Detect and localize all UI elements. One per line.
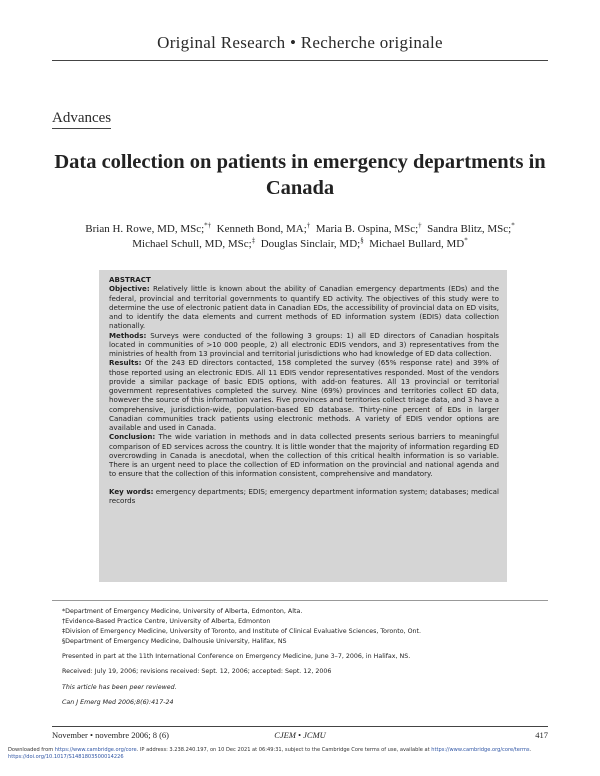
affiliation: †Evidence-Based Practice Centre, University of Alberta, Edmonton xyxy=(62,618,271,626)
presented-note: Presented in part at the 11th International Conference on Emergency Medicine, June 3–7, 2006, in Halifax, NS. xyxy=(62,653,411,661)
abstract-results: Results: Of the 243 ED directors contacted, 158 completed the survey (65% response rate) and 39% of those reported using an electronic EDIS. All 11 EDIS vendor representatives responded. Most of the vendors provide a similar package of basic EDIS options, with add-on features. All 13 provincial or territorial government representatives completed the survey. Nine (69%) provinces and territories collect ED data, however the source of this information varies. Five provinces and territories collect triage data, and 3 have a comprehensive, jurisdiction-wide, population-based ED database. Thirty-nine percent of EDs in larger Canadian communities track patients using electronic methods. A variety of EDIS vendor options are available and used in Canada. xyxy=(109,358,499,432)
abstract-keywords: Key words: emergency departments; EDIS; emergency department information system; databases; medical records xyxy=(109,486,499,505)
received-note: Received: July 19, 2006; revisions received: Sept. 12, 2006; accepted: Sept. 12, 2006 xyxy=(62,668,332,676)
source-link[interactable]: https://www.cambridge.org/core xyxy=(54,747,137,753)
doi-link[interactable]: https://doi.org/10.1017/S1481803500014226 xyxy=(8,754,124,760)
citation-note: Can J Emerg Med 2006;8(6):417-24 xyxy=(62,698,174,706)
abstract-methods: Methods: Surveys were conducted of the following 3 groups: 1) all ED directors of Canadian hospitals located in communities of >10 000 people, 2) all electronic EDIS vendors, and 3) representatives from the ministries of health from 13 provincial and territorial jurisdictions who had knowledge of ED data collection. xyxy=(109,330,499,358)
author: Kenneth Bond, MA;† xyxy=(216,221,311,235)
affiliation: §Department of Emergency Medicine, Dalhousie University, Halifax, NS xyxy=(62,638,287,646)
section-label: Advances xyxy=(52,110,111,129)
author-list xyxy=(50,222,550,252)
download-notice: Downloaded from https://www.cambridge.org/core. IP address: 3.238.240.197, on 10 Dec 2021 at 06:49:31, subject to the Cambridge Core terms of use, available at https://www.cambridge.org/core/terms. https://doi.org/10.1017/S1481803500014226 xyxy=(8,747,532,760)
article-title: Data collection on patients in emergency departments in Canada xyxy=(54,151,546,199)
header-rule xyxy=(52,60,548,61)
footer-issue: November • novembre 2006; 8 (6) xyxy=(52,730,169,740)
author: Maria B. Ospina, MSc;† xyxy=(315,221,422,235)
section-title: Original Research • Recherche originale xyxy=(157,33,443,52)
footer-journal: CJEM • JCMU xyxy=(274,730,326,740)
notes-rule xyxy=(52,600,548,601)
abstract-heading: ABSTRACT xyxy=(109,275,151,284)
author: Sandra Blitz, MSc;* xyxy=(427,221,515,235)
section-header xyxy=(0,33,600,53)
abstract-objective: Objective: Relatively little is known about the ability of Canadian emergency departments (EDs) and the federal, provincial and territorial governments to quantify ED activity. The objectives of this study were to determine the use of electronic patient data in Canadian EDs, the accessibility of provincial data on ED visits, and to identify the data elements and current methods of ED information system (EDIS) data collection nationally. xyxy=(109,284,500,331)
author: Douglas Sinclair, MD;§ xyxy=(260,236,364,250)
affiliation: ‡Division of Emergency Medicine, University of Toronto, and Institute of Clinical Evaluative Sciences, Toronto, Ont. xyxy=(62,628,422,636)
author: Brian H. Rowe, MD, MSc;*† xyxy=(85,221,212,235)
article-notes xyxy=(62,607,542,708)
affiliation: *Department of Emergency Medicine, University of Alberta, Edmonton, Alta. xyxy=(62,608,303,615)
terms-link[interactable]: https://www.cambridge.org/core/terms xyxy=(431,747,530,753)
author: Michael Schull, MD, MSc;‡ xyxy=(132,236,256,250)
page-number: 417 xyxy=(535,730,548,740)
abstract-conclusion: Conclusion: The wide variation in methods and in data collected presents serious barriers to meaningful comparison of ED services across the country. It is little wonder that the majority of information regarding ED overcrowding in Canada is anecdotal, when the collection of this critical health information is so variable. There is an urgent need to place the collection of ED information on the provincial and national agenda and to ensure that the collection of this information consistent, comprehensive and mandatory. xyxy=(109,432,499,479)
author: Michael Bullard, MD* xyxy=(369,236,468,250)
abstract xyxy=(109,275,499,505)
peer-review-note: This article has been peer reviewed. xyxy=(62,683,177,691)
footer-rule xyxy=(52,726,548,727)
